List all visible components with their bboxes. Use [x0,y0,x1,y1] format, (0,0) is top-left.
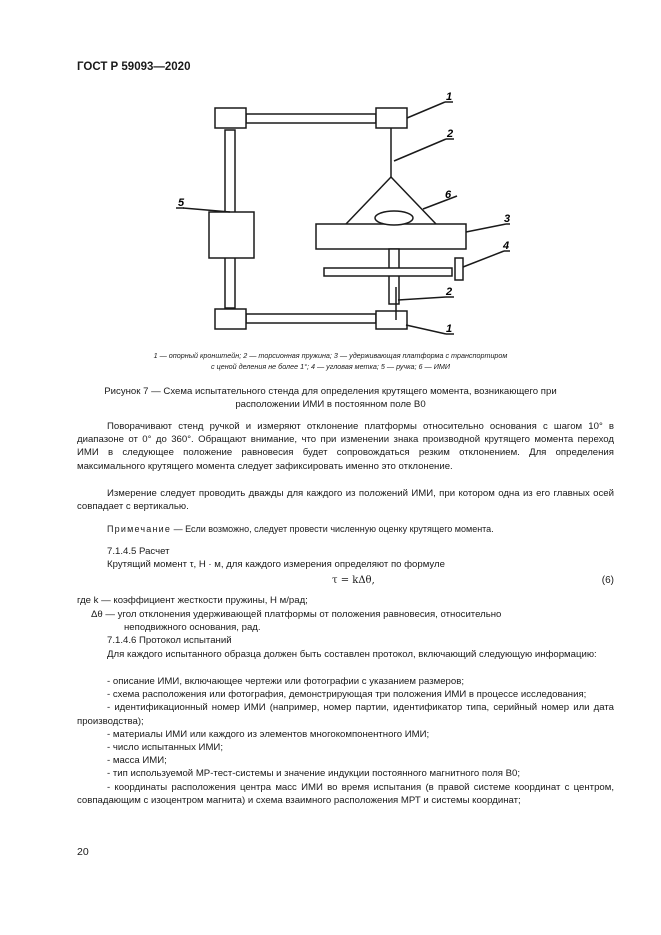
handle-block [209,212,254,258]
where-k: где k — коэффициент жесткости пружины, Н м/рад; [77,595,308,606]
base-disk [324,268,452,276]
where-delta-theta [91,608,614,634]
label-3: 3 [504,213,510,225]
angle-marker [455,258,463,280]
label-5: 5 [178,197,185,209]
bracket-bottom-left [215,309,246,329]
figure-legend [100,350,561,372]
bracket-bottom-right [376,311,407,329]
list-item: - описание ИМИ, включающее чертежи или фотографии с указанием размеров; [107,676,464,687]
paragraph-measurement: Измерение следует проводить дважды для каждого из положений ИМИ, при котором одна из его главных осей совпадает с вертикалью. [77,488,614,513]
paragraph-protocol: Для каждого испытанного образца должен быть составлен протокол, включающий следующую информацию: [107,649,597,660]
bottom-bar [246,314,376,323]
paragraph-rotation: Поворачивают стенд ручкой и измеряют отклонение платформы относительно основания с шагом 10° в диапазоне от 0° до 360°. Обращают внимание, что при изменении знака производной крутящего момента переход ИМИ в следующее положение равновесия будет сопровождаться резким отклонением. Для определения максимального крутящего момента следует зафиксировать именно это отклонение. [77,421,614,472]
formula-number: (6) [601,575,614,586]
list-item: - материалы ИМИ или каждого из элементов многокомпонентного ИМИ; [107,728,430,740]
where-delta-theta-line1: Δθ — угол отклонения удерживающей платформы от положения равновесия, относительно [91,609,502,620]
top-bar [246,114,376,123]
note-text: — Если возможно, следует провести численную оценку крутящего момента. [171,524,494,534]
page-number: 20 [77,846,89,858]
list-item: - идентификационный номер ИМИ (например, номер партии, идентификатор типа, серийный номер или дата производства); [77,702,614,727]
label-4: 4 [503,240,510,252]
figure-caption [88,386,573,411]
list-item: - тип используемой МР-тест-системы и значение индукции постоянного магнитного поля B0; [107,768,521,780]
list-item: - масса ИМИ; [107,755,167,767]
note [77,523,614,536]
label-2-bottom: 2 [446,286,453,298]
caption-line-1: Рисунок 7 — Схема испытательного стенда для определения крутящего момента, возникающего при [104,386,557,397]
list-item: - координаты расположения центра масс ИМИ во время испытания (в правой системе координат с центром, совпадающим с изоцентром магнита) и схема взаимного расположения МРТ и системы координат; [77,781,614,806]
holding-platform [316,224,466,249]
legend-line-2: с ценой деления не более 1°; 4 — угловая метка; 5 — ручка; 6 — ИМИ [211,362,450,371]
where-delta-theta-line2: неподвижного основания, рад. [124,622,261,634]
label-6: 6 [445,189,452,201]
caption-line-2: расположении ИМИ в постоянном поле B0 [235,398,426,410]
label-1-bottom: 1 [446,323,453,335]
test-stand-diagram [170,92,510,342]
bracket-top-right [376,108,407,128]
legend-line-1: 1 — опорный кронштейн; 2 — торсионная пружина; 3 — удерживающая платформа с транспортиром [153,351,508,360]
formula-expression: τ = kΔθ, [332,575,375,586]
label-2-top: 2 [447,128,454,140]
label-1-top: 1 [446,92,453,103]
section-7-1-4-5-text: Крутящий момент τ, Н · м, для каждого измерения определяют по формуле [107,559,445,570]
specimen-ellipse [375,211,413,225]
document-header: ГОСТ Р 59093—2020 [77,61,191,73]
section-7-1-4-5-heading: 7.1.4.5 Расчет [107,546,170,557]
list-item: - схема расположения или фотография, демонстрирующая три положения ИМИ в процессе исследования; [107,689,587,701]
note-label: Примечание [107,524,172,534]
section-7-1-4-6-heading: 7.1.4.6 Протокол испытаний [107,635,232,646]
list-item: - число испытанных ИМИ; [107,742,223,754]
bracket-top-left [215,108,246,128]
protocol-list [77,675,614,807]
